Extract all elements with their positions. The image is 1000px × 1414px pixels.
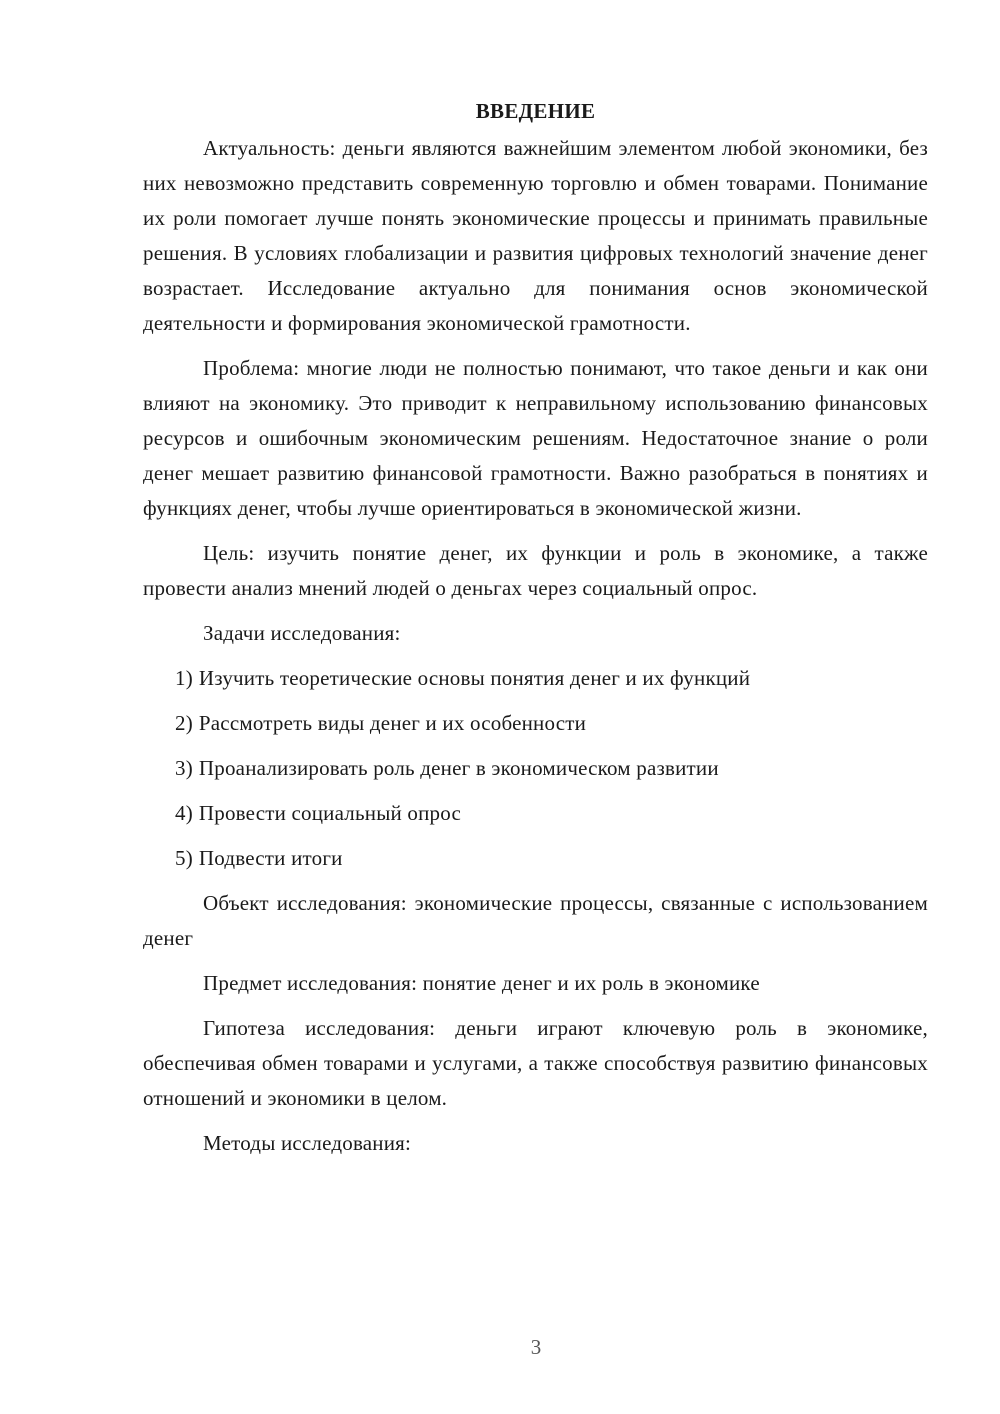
task-number: 5) xyxy=(175,846,193,870)
task-text: Изучить теоретические основы понятия денег и их функций xyxy=(198,666,751,690)
paragraph-hypothesis: Гипотеза исследования: деньги играют ключевую роль в экономике, обеспечивая обмен товарами и услугами, а также способствуя развитию финансовых отношений и экономики в целом. xyxy=(143,1016,928,1110)
page-content xyxy=(143,95,928,1171)
task-text: Рассмотреть виды денег и их особенности xyxy=(198,711,587,735)
task-number: 3) xyxy=(175,756,193,780)
page-number: 3 xyxy=(530,1335,542,1359)
paragraph-relevance: Актуальность: деньги являются важнейшим элементом любой экономики, без них невозможно представить современную торговлю и обмен товарами. Понимание их роли помогает лучше понять экономические процессы и принимать правильные решения. В условиях глобализации и развития цифровых технологий значение денег возрастает. Исследование актуально для понимания основ экономической деятельности и формирования экономической грамотности. xyxy=(143,136,928,335)
section-title: ВВЕДЕНИЕ xyxy=(475,99,596,123)
task-number: 4) xyxy=(175,801,193,825)
task-item-2 xyxy=(143,706,928,741)
task-item-1 xyxy=(143,661,928,696)
task-item-3 xyxy=(143,751,928,786)
task-text: Провести социальный опрос xyxy=(198,801,461,825)
paragraph-object: Объект исследования: экономические процессы, связанные с использованием денег xyxy=(143,891,928,950)
tasks-heading: Задачи исследования: xyxy=(203,621,401,645)
task-text: Подвести итоги xyxy=(198,846,343,870)
paragraph-goal: Цель: изучить понятие денег, их функции и роль в экономике, а также провести анализ мнений людей о деньгах через социальный опрос. xyxy=(143,541,928,600)
methods-heading: Методы исследования: xyxy=(203,1131,412,1155)
task-number: 1) xyxy=(175,666,193,690)
task-number: 2) xyxy=(175,711,193,735)
task-item-5 xyxy=(143,841,928,876)
paragraph-problem: Проблема: многие люди не полностью понимают, что такое деньги и как они влияют на экономику. Это приводит к неправильному использованию финансовых ресурсов и ошибочным экономическим решениям. Недостаточное знание о роли денег мешает развитию финансовой грамотности. Важно разобраться в понятиях и функциях денег, чтобы лучше ориентироваться в экономической жизни. xyxy=(143,356,928,520)
tasks-list xyxy=(143,661,928,876)
paragraph-subject: Предмет исследования: понятие денег и их роль в экономике xyxy=(203,971,760,995)
task-item-4 xyxy=(143,796,928,831)
task-text: Проанализировать роль денег в экономическом развитии xyxy=(198,756,719,780)
